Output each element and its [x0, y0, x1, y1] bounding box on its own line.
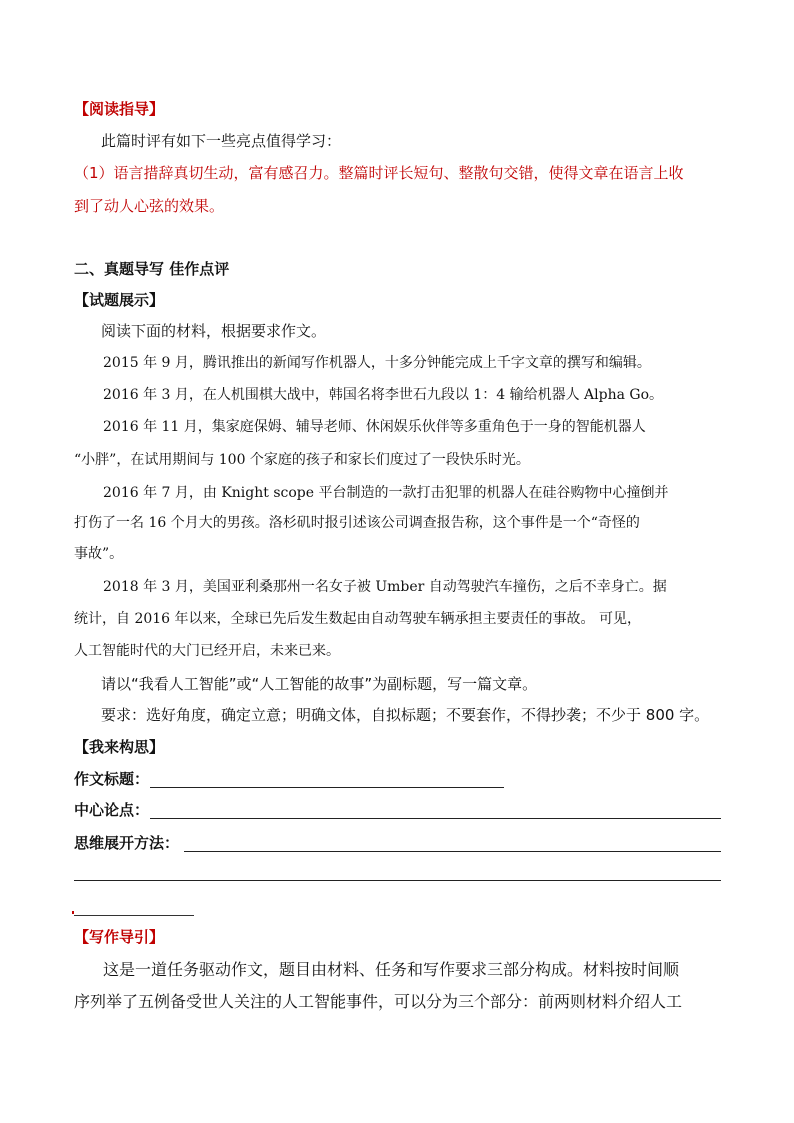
method-answer-line[interactable] — [184, 851, 721, 852]
section-title: 二、真题导写 佳作点评 — [74, 260, 230, 278]
footnote-separator — [74, 915, 194, 916]
writing-task: 请以“我看人工智能”或“人工智能的故事”为副标题，写一篇文章。 — [101, 675, 538, 693]
material-4-line1: 2016 年 7 月，由 Knight scope 平台制造的一款打击犯罪的机器人在硅谷购物中心撞倒并 — [103, 485, 669, 501]
thesis-label: 中心论点： — [74, 801, 150, 819]
material-3-line1: 2016 年 11 月，集家庭保姆、辅导老师、休闲娱乐伙伴等多重角色于一身的智能机器人 — [103, 419, 646, 435]
reading-guide-point1-line1: （1）语言措辞真切生动，富有感召力。整篇时评长短句、整散句交错，使得文章在语言上收 — [74, 164, 684, 182]
planning-heading: 【我来构思】 — [74, 738, 165, 756]
method-label: 思维展开方法： — [74, 834, 180, 852]
reading-guide-point1-line2: 到了动人心弦的效果。 — [74, 197, 225, 215]
title-answer-line[interactable] — [150, 787, 504, 788]
material-5-line2: 统计，自 2016 年以来，全球已先后发生数起由自动驾驶车辆承担主要责任的事故。 可见， — [74, 611, 641, 627]
reading-guide-intro: 此篇时评有如下一些亮点值得学习： — [101, 132, 342, 150]
material-4-line2: 打伤了一名 16 个月大的男孩。洛杉矶时报引述该公司调查报告称，这个事件是一个“奇怪的 — [74, 515, 640, 531]
material-5-line1: 2018 年 3 月，美国亚利桑那州一名女子被 Umber 自动驾驶汽车撞伤，之后不幸身亡。据 — [103, 579, 667, 595]
writing-guide-line2: 序列举了五例备受世人关注的人工智能事件，可以分为三个部分：前两则材料介绍人工 — [74, 992, 683, 1011]
material-3-line2: “小胖”，在试用期间与 100 个家庭的孩子和家长们度过了一段快乐时光。 — [74, 452, 530, 468]
footnote-marker — [72, 911, 74, 914]
writing-guide-line1: 这是一道任务驱动作文，题目由材料、任务和写作要求三部分构成。材料按时间顺 — [103, 960, 680, 979]
exam-intro: 阅读下面的材料，根据要求作文。 — [101, 322, 327, 340]
thesis-answer-line[interactable] — [150, 818, 721, 819]
exam-heading: 【试题展示】 — [74, 291, 165, 309]
material-2: 2016 年 3 月，在人机围棋大战中，韩国名将李世石九段以 1：4 输给机器人 Alpha Go。 — [103, 387, 664, 403]
reading-guide-heading: 【阅读指导】 — [74, 100, 165, 118]
writing-guide-heading: 【写作导引】 — [74, 928, 165, 946]
writing-requirements: 要求：选好角度，确定立意；明确文体，自拟标题；不要套作，不得抄袭；不少于 800 字。 — [101, 706, 710, 724]
material-4-line3: 事故”。 — [74, 546, 124, 562]
extra-answer-line[interactable] — [74, 880, 721, 881]
material-1: 2015 年 9 月，腾讯推出的新闻写作机器人，十多分钟能完成上千字文章的撰写和编辑。 — [103, 355, 651, 371]
material-5-line3: 人工智能时代的大门已经开启，未来已来。 — [74, 643, 340, 659]
title-label: 作文标题： — [74, 770, 150, 788]
